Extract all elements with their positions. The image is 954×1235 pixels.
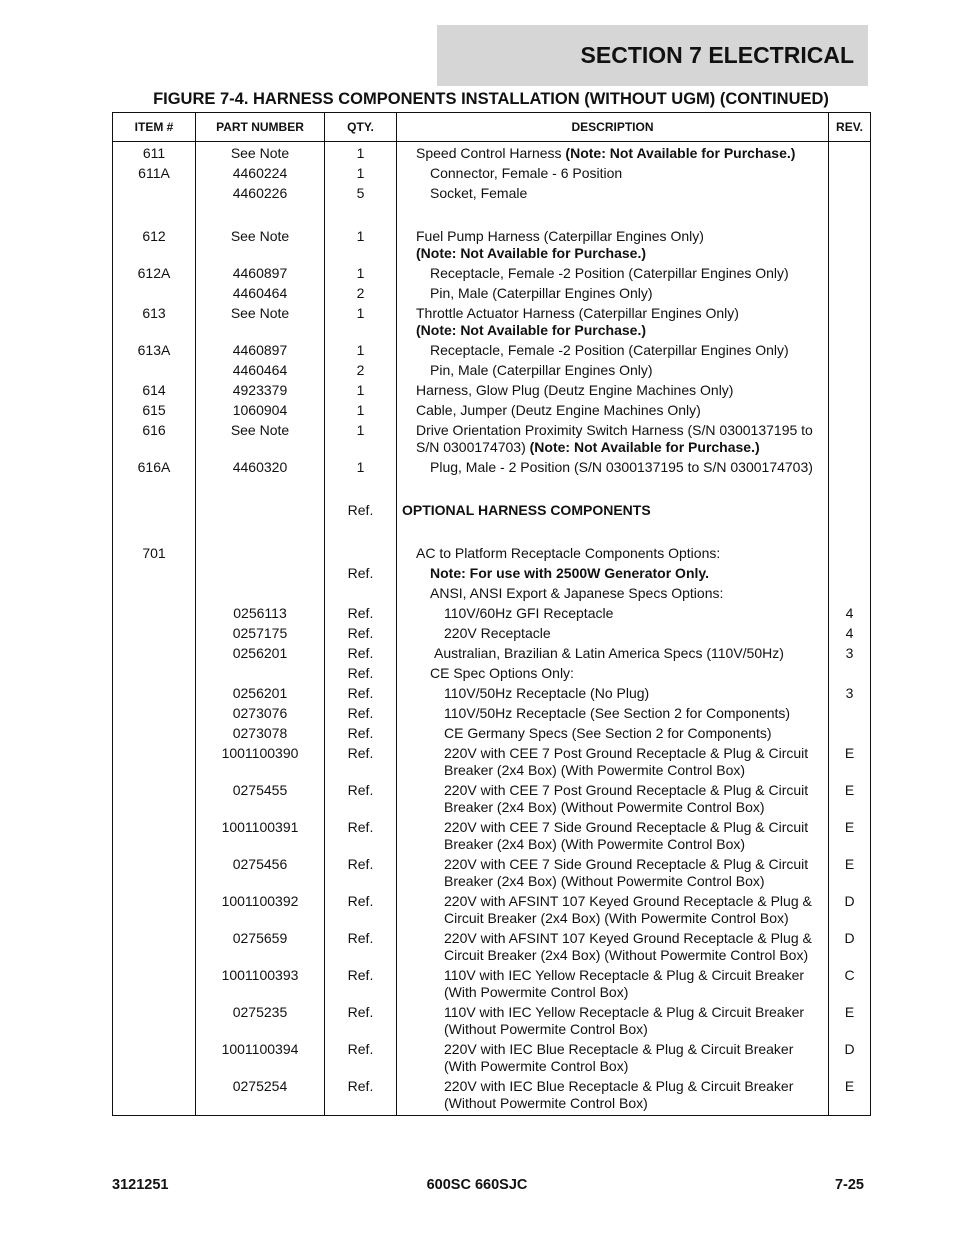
description-text: 220V with AFSINT 107 Keyed Ground Receptacle & Plug & Circuit Breaker (2x4 Box) (Without Powermite Control Box) xyxy=(444,930,812,963)
part-number-column-header: PART NUMBER xyxy=(196,113,325,142)
table-row xyxy=(113,782,871,819)
description-cell xyxy=(397,725,829,745)
qty-cell: 1 xyxy=(325,265,397,285)
description-cell xyxy=(397,930,829,967)
part-number-cell: See Note xyxy=(196,228,325,265)
item-cell xyxy=(113,1078,196,1116)
table-row xyxy=(113,645,871,665)
table-row xyxy=(113,165,871,185)
description-cell xyxy=(397,305,829,342)
table-row xyxy=(113,585,871,605)
qty-cell: Ref. xyxy=(325,967,397,1004)
table-row xyxy=(113,605,871,625)
part-number-cell: 1001100390 xyxy=(196,745,325,782)
rev-cell xyxy=(829,459,871,479)
description-cell xyxy=(397,142,829,166)
part-number-cell: See Note xyxy=(196,142,325,166)
rev-cell xyxy=(829,362,871,382)
description-cell xyxy=(397,285,829,305)
description-text: 110V with IEC Yellow Receptacle & Plug & Circuit Breaker (With Powermite Control Box) xyxy=(444,967,805,1000)
qty-cell: 1 xyxy=(325,459,397,479)
item-cell: 611A xyxy=(113,165,196,185)
item-cell xyxy=(113,605,196,625)
item-cell xyxy=(113,819,196,856)
table-row xyxy=(113,142,871,166)
part-number-cell: 0275456 xyxy=(196,856,325,893)
part-number-cell: 0275659 xyxy=(196,930,325,967)
section-header xyxy=(437,25,868,86)
qty-cell: Ref. xyxy=(325,819,397,856)
table-row xyxy=(113,459,871,479)
qty-cell: Ref. xyxy=(325,1004,397,1041)
qty-cell xyxy=(325,545,397,565)
item-cell: 613A xyxy=(113,342,196,362)
description-cell xyxy=(397,422,829,459)
description-cell xyxy=(397,565,829,585)
part-number-cell: 1001100394 xyxy=(196,1041,325,1078)
item-cell xyxy=(113,745,196,782)
item-cell: 616 xyxy=(113,422,196,459)
description-cell xyxy=(397,745,829,782)
item-cell: 612 xyxy=(113,228,196,265)
description-cell xyxy=(397,645,829,665)
description-text: AC to Platform Receptacle Components Options: xyxy=(416,545,721,561)
table-row xyxy=(113,1078,871,1116)
part-number-cell: 4460226 xyxy=(196,185,325,205)
item-cell xyxy=(113,502,196,522)
table-row xyxy=(113,545,871,565)
description-text: CE Germany Specs (See Section 2 for Components) xyxy=(444,725,772,741)
rev-cell: 3 xyxy=(829,645,871,665)
rev-cell xyxy=(829,545,871,565)
description-text: 220V with AFSINT 107 Keyed Ground Receptacle & Plug & Circuit Breaker (2x4 Box) (With Powermite Control Box) xyxy=(444,893,812,926)
table-row xyxy=(113,665,871,685)
description-text: Receptacle, Female -2 Position (Caterpillar Engines Only) xyxy=(430,265,789,281)
description-text: 220V with CEE 7 Post Ground Receptacle & Plug & Circuit Breaker (2x4 Box) (With Powermite Control Box) xyxy=(444,745,809,778)
description-text: 220V with CEE 7 Side Ground Receptacle & Plug & Circuit Breaker (2x4 Box) (Without Powermite Control Box) xyxy=(444,856,809,889)
part-number-cell: 0256113 xyxy=(196,605,325,625)
table-row xyxy=(113,625,871,645)
description-cell xyxy=(397,782,829,819)
item-cell xyxy=(113,782,196,819)
part-number-cell: 4923379 xyxy=(196,382,325,402)
rev-cell xyxy=(829,502,871,522)
rev-cell xyxy=(829,725,871,745)
item-cell xyxy=(113,665,196,685)
item-cell: 613 xyxy=(113,305,196,342)
description-cell xyxy=(397,665,829,685)
part-number-cell: 1060904 xyxy=(196,402,325,422)
part-number-cell: 0256201 xyxy=(196,645,325,665)
description-text: 110V/50Hz Receptacle (No Plug) xyxy=(444,685,650,701)
description-text: Pin, Male (Caterpillar Engines Only) xyxy=(430,362,653,378)
description-cell xyxy=(397,585,829,605)
rev-cell xyxy=(829,422,871,459)
description-text: 220V with IEC Blue Receptacle & Plug & Circuit Breaker (With Powermite Control Box) xyxy=(444,1041,794,1074)
item-cell: 701 xyxy=(113,545,196,565)
table-row xyxy=(113,422,871,459)
item-column-header: ITEM # xyxy=(113,113,196,142)
footer-model: 600SC 660SJC xyxy=(426,1177,528,1193)
table-row xyxy=(113,819,871,856)
rev-cell: 4 xyxy=(829,625,871,645)
description-text: Cable, Jumper (Deutz Engine Machines Only) xyxy=(416,402,701,418)
description-cell xyxy=(397,228,829,265)
description-cell xyxy=(397,1041,829,1078)
rev-cell xyxy=(829,665,871,685)
footer-page-number: 7-25 xyxy=(834,1177,864,1193)
spacer-row xyxy=(113,205,871,228)
description-text: Harness, Glow Plug (Deutz Engine Machines Only) xyxy=(416,382,734,398)
part-number-cell: 4460897 xyxy=(196,342,325,362)
description-cell xyxy=(397,893,829,930)
part-number-cell xyxy=(196,545,325,565)
rev-cell xyxy=(829,265,871,285)
qty-cell: Ref. xyxy=(325,782,397,819)
qty-cell: Ref. xyxy=(325,565,397,585)
part-number-cell: 1001100392 xyxy=(196,893,325,930)
description-text: Receptacle, Female -2 Position (Caterpillar Engines Only) xyxy=(430,342,789,358)
description-text: ANSI, ANSI Export & Japanese Specs Options: xyxy=(430,585,724,601)
qty-cell: Ref. xyxy=(325,745,397,782)
qty-cell: 1 xyxy=(325,382,397,402)
description-cell xyxy=(397,402,829,422)
item-cell xyxy=(113,565,196,585)
part-number-cell xyxy=(196,585,325,605)
table-row xyxy=(113,705,871,725)
part-number-cell: 0275254 xyxy=(196,1078,325,1116)
part-number-cell xyxy=(196,665,325,685)
item-cell xyxy=(113,625,196,645)
spacer-row xyxy=(113,479,871,502)
item-cell xyxy=(113,705,196,725)
rev-cell: D xyxy=(829,1041,871,1078)
table-row xyxy=(113,893,871,930)
table-row xyxy=(113,745,871,782)
qty-cell: Ref. xyxy=(325,605,397,625)
table-row xyxy=(113,285,871,305)
rev-column-header: REV. xyxy=(829,113,871,142)
qty-cell: 1 xyxy=(325,142,397,166)
item-cell: 616A xyxy=(113,459,196,479)
item-cell xyxy=(113,285,196,305)
qty-cell: 1 xyxy=(325,342,397,362)
rev-cell xyxy=(829,402,871,422)
item-cell xyxy=(113,645,196,665)
table-row xyxy=(113,362,871,382)
qty-cell: Ref. xyxy=(325,930,397,967)
description-text: 110V with IEC Yellow Receptacle & Plug & Circuit Breaker (Without Powermite Control Box) xyxy=(444,1004,805,1037)
table-row xyxy=(113,685,871,705)
description-note: (Note: Not Available for Purchase.) xyxy=(529,439,760,455)
item-cell xyxy=(113,856,196,893)
description-note: (Note: Not Available for Purchase.) xyxy=(416,245,647,261)
rev-cell: 3 xyxy=(829,685,871,705)
qty-cell: Ref. xyxy=(325,685,397,705)
optional-components-heading: OPTIONAL HARNESS COMPONENTS xyxy=(402,502,651,518)
table-row xyxy=(113,402,871,422)
table-header-row xyxy=(113,113,871,142)
table-row xyxy=(113,382,871,402)
description-cell xyxy=(397,819,829,856)
item-cell xyxy=(113,1004,196,1041)
rev-cell xyxy=(829,342,871,362)
rev-cell: E xyxy=(829,1004,871,1041)
item-cell xyxy=(113,185,196,205)
rev-cell: D xyxy=(829,930,871,967)
description-cell xyxy=(397,545,829,565)
qty-cell: Ref. xyxy=(325,856,397,893)
description-cell xyxy=(397,705,829,725)
section-title: SECTION 7 ELECTRICAL xyxy=(580,42,854,68)
rev-cell: E xyxy=(829,819,871,856)
description-cell xyxy=(397,625,829,645)
qty-cell: Ref. xyxy=(325,1041,397,1078)
description-cell xyxy=(397,605,829,625)
footer-document-number: 3121251 xyxy=(112,1177,169,1193)
part-number-cell: 0275455 xyxy=(196,782,325,819)
qty-cell: 1 xyxy=(325,402,397,422)
description-cell xyxy=(397,342,829,362)
table-row xyxy=(113,305,871,342)
rev-cell: C xyxy=(829,967,871,1004)
table-row xyxy=(113,1004,871,1041)
part-number-cell: 0256201 xyxy=(196,685,325,705)
rev-cell: E xyxy=(829,745,871,782)
description-text: Pin, Male (Caterpillar Engines Only) xyxy=(430,285,653,301)
part-number-cell: 4460897 xyxy=(196,265,325,285)
qty-cell: Ref. xyxy=(325,645,397,665)
description-text: Plug, Male - 2 Position (S/N 0300137195 to S/N 0300174703) xyxy=(430,459,813,475)
description-text: 110V/50Hz Receptacle (See Section 2 for Components) xyxy=(444,705,791,721)
description-cell xyxy=(397,856,829,893)
item-cell xyxy=(113,930,196,967)
part-number-cell: 4460464 xyxy=(196,362,325,382)
qty-cell: Ref. xyxy=(325,665,397,685)
figure-title: FIGURE 7-4. HARNESS COMPONENTS INSTALLATION (WITHOUT UGM) (CONTINUED) xyxy=(153,90,829,108)
description-note: (Note: Not Available for Purchase.) xyxy=(416,322,647,338)
description-text: 220V Receptacle xyxy=(444,625,551,641)
qty-cell: Ref. xyxy=(325,705,397,725)
rev-cell xyxy=(829,305,871,342)
qty-cell: Ref. xyxy=(325,1078,397,1116)
table-row xyxy=(113,342,871,362)
part-number-cell: See Note xyxy=(196,305,325,342)
description-cell xyxy=(397,967,829,1004)
rev-cell xyxy=(829,142,871,166)
part-number-cell: 1001100393 xyxy=(196,967,325,1004)
generator-note: Note: For use with 2500W Generator Only. xyxy=(430,565,710,581)
qty-cell: 1 xyxy=(325,165,397,185)
rev-cell: E xyxy=(829,856,871,893)
item-cell: 615 xyxy=(113,402,196,422)
description-cell xyxy=(397,459,829,479)
rev-cell xyxy=(829,165,871,185)
part-number-cell: 4460224 xyxy=(196,165,325,185)
item-cell xyxy=(113,685,196,705)
description-column-header: DESCRIPTION xyxy=(397,113,829,142)
description-text: Fuel Pump Harness (Caterpillar Engines Only) xyxy=(416,228,704,244)
table-row xyxy=(113,565,871,585)
item-cell xyxy=(113,725,196,745)
rev-cell xyxy=(829,285,871,305)
description-text: 110V/60Hz GFI Receptacle xyxy=(444,605,614,621)
part-number-cell: 0257175 xyxy=(196,625,325,645)
description-text: 220V with CEE 7 Post Ground Receptacle & Plug & Circuit Breaker (2x4 Box) (Without Powermite Control Box) xyxy=(444,782,809,815)
description-text: Speed Control Harness xyxy=(416,145,566,161)
item-cell xyxy=(113,1041,196,1078)
description-cell xyxy=(397,685,829,705)
description-cell xyxy=(397,1078,829,1116)
description-cell xyxy=(397,165,829,185)
rev-cell: 4 xyxy=(829,605,871,625)
rev-cell xyxy=(829,565,871,585)
rev-cell xyxy=(829,382,871,402)
item-cell xyxy=(113,893,196,930)
item-cell: 611 xyxy=(113,142,196,166)
qty-cell: 1 xyxy=(325,228,397,265)
qty-cell: 1 xyxy=(325,305,397,342)
description-cell xyxy=(397,185,829,205)
rev-cell: D xyxy=(829,893,871,930)
description-text: Socket, Female xyxy=(430,185,528,201)
part-number-cell: 0273078 xyxy=(196,725,325,745)
rev-cell xyxy=(829,585,871,605)
description-cell xyxy=(397,265,829,285)
parts-table xyxy=(112,112,871,1116)
description-cell xyxy=(397,362,829,382)
table-row xyxy=(113,856,871,893)
qty-cell: 1 xyxy=(325,422,397,459)
description-cell xyxy=(397,1004,829,1041)
qty-cell: Ref. xyxy=(325,625,397,645)
table-row xyxy=(113,185,871,205)
rev-cell: E xyxy=(829,1078,871,1116)
table-row xyxy=(113,725,871,745)
description-cell xyxy=(397,382,829,402)
description-text: Drive Orientation Proximity Switch Harness (S/N 0300137195 to S/N 0300174703) xyxy=(416,422,813,455)
table-row xyxy=(113,265,871,285)
table-row xyxy=(113,228,871,265)
item-cell xyxy=(113,362,196,382)
item-cell: 612A xyxy=(113,265,196,285)
part-number-cell: 1001100391 xyxy=(196,819,325,856)
qty-cell: Ref. xyxy=(325,725,397,745)
description-text: 220V with CEE 7 Side Ground Receptacle & Plug & Circuit Breaker (2x4 Box) (With Powermite Control Box) xyxy=(444,819,809,852)
part-number-cell: 0273076 xyxy=(196,705,325,725)
qty-cell: 2 xyxy=(325,362,397,382)
qty-cell: Ref. xyxy=(325,893,397,930)
description-text: 220V with IEC Blue Receptacle & Plug & Circuit Breaker (Without Powermite Control Box) xyxy=(444,1078,794,1111)
rev-cell: E xyxy=(829,782,871,819)
part-number-cell: 0275235 xyxy=(196,1004,325,1041)
description-text: Throttle Actuator Harness (Caterpillar Engines Only) xyxy=(416,305,739,321)
qty-cell: 2 xyxy=(325,285,397,305)
table-row xyxy=(113,967,871,1004)
item-cell xyxy=(113,585,196,605)
rev-cell xyxy=(829,228,871,265)
rev-cell xyxy=(829,705,871,725)
table-row xyxy=(113,502,871,522)
part-number-cell xyxy=(196,502,325,522)
qty-cell: 5 xyxy=(325,185,397,205)
item-cell: 614 xyxy=(113,382,196,402)
description-text: CE Spec Options Only: xyxy=(430,665,574,681)
table-row xyxy=(113,1041,871,1078)
description-text: Australian, Brazilian & Latin America Specs (110V/50Hz) xyxy=(434,645,784,661)
part-number-cell: 4460464 xyxy=(196,285,325,305)
item-cell xyxy=(113,967,196,1004)
qty-cell: Ref. xyxy=(325,502,397,522)
spacer-row xyxy=(113,522,871,545)
rev-cell xyxy=(829,185,871,205)
description-note: (Note: Not Available for Purchase.) xyxy=(565,145,796,161)
description-cell xyxy=(397,502,829,522)
part-number-cell: See Note xyxy=(196,422,325,459)
qty-column-header: QTY. xyxy=(325,113,397,142)
qty-cell xyxy=(325,585,397,605)
part-number-cell: 4460320 xyxy=(196,459,325,479)
part-number-cell xyxy=(196,565,325,585)
description-text: Connector, Female - 6 Position xyxy=(430,165,623,181)
table-row xyxy=(113,930,871,967)
